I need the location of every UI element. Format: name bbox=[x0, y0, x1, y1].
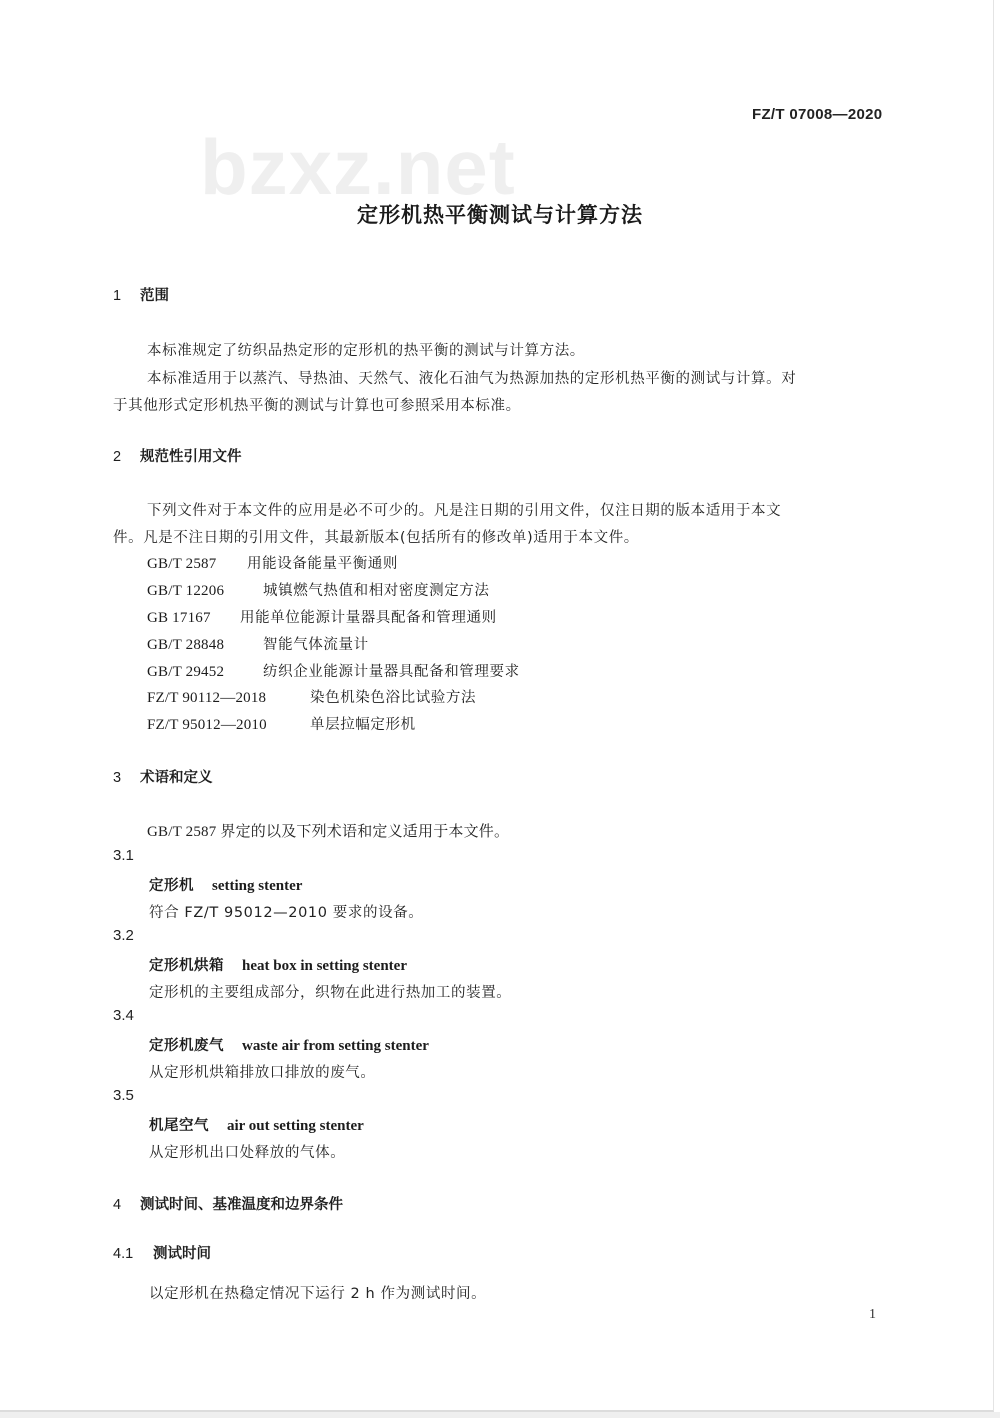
reference-code: FZ/T 90112—2018 bbox=[147, 690, 267, 706]
reference-item bbox=[147, 606, 497, 627]
paragraph-continuation: 件。凡是不注日期的引用文件，其最新版本(包括所有的修改单)适用于本文件。 bbox=[113, 530, 639, 546]
paragraph: GB/T 2587 界定的以及下列术语和定义适用于本文件。 bbox=[147, 824, 510, 840]
reference-title: 单层拉幅定形机 bbox=[310, 717, 416, 733]
term-zh: 定形机 bbox=[149, 878, 194, 894]
reference-item bbox=[147, 660, 520, 681]
reference-code: GB/T 29452 bbox=[147, 664, 225, 680]
term-definition: 从定形机出口处释放的气体。 bbox=[149, 1145, 346, 1161]
reference-title: 智能气体流量计 bbox=[263, 637, 369, 653]
paragraph: 本标准适用于以蒸汽、导热油、天然气、液化石油气为热源加热的定形机热平衡的测试与计算。对 bbox=[147, 371, 797, 387]
section-title: 术语和定义 bbox=[140, 770, 213, 786]
term-number: 3.5 bbox=[113, 1087, 134, 1104]
term-heading bbox=[149, 874, 302, 895]
term-definition: 定形机的主要组成部分，织物在此进行热加工的装置。 bbox=[149, 985, 512, 1001]
section-number: 1 bbox=[113, 288, 122, 304]
subsection-number: 4.1 bbox=[113, 1246, 134, 1262]
reference-title: 用能单位能源计量器具配备和管理通则 bbox=[240, 610, 497, 626]
paragraph: 本标准规定了纺织品热定形的定形机的热平衡的测试与计算方法。 bbox=[147, 343, 585, 359]
section-2-heading bbox=[113, 445, 242, 466]
section-4-heading bbox=[113, 1193, 343, 1214]
paragraph-continuation: 于其他形式定形机热平衡的测试与计算也可参照采用本标准。 bbox=[113, 398, 521, 414]
section-3-heading bbox=[113, 766, 213, 787]
reference-title: 用能设备能量平衡通则 bbox=[247, 556, 398, 572]
reference-item bbox=[147, 579, 490, 600]
standard-code: FZ/T 07008—2020 bbox=[752, 106, 883, 123]
term-heading bbox=[149, 954, 407, 975]
reference-item bbox=[147, 552, 398, 573]
term-en: setting stenter bbox=[212, 878, 303, 894]
reference-code: FZ/T 95012—2010 bbox=[147, 717, 267, 733]
section-number: 3 bbox=[113, 770, 122, 786]
reference-item bbox=[147, 633, 369, 654]
reference-title: 纺织企业能源计量器具配备和管理要求 bbox=[263, 664, 520, 680]
term-definition: 从定形机烘箱排放口排放的废气。 bbox=[149, 1065, 376, 1081]
watermark: bzxz.net bbox=[200, 123, 516, 211]
term-en: air out setting stenter bbox=[227, 1118, 364, 1134]
section-number: 4 bbox=[113, 1197, 122, 1213]
term-zh: 定形机烘箱 bbox=[149, 958, 224, 974]
term-number: 3.4 bbox=[113, 1007, 134, 1024]
paragraph: 以定形机在热稳定情况下运行 2 h 作为测试时间。 bbox=[149, 1286, 487, 1302]
section-1-heading bbox=[113, 284, 169, 305]
reference-title: 染色机染色浴比试验方法 bbox=[310, 690, 477, 706]
term-heading bbox=[149, 1114, 364, 1135]
section-title: 规范性引用文件 bbox=[140, 449, 242, 465]
page-bottom-edge bbox=[0, 1412, 1000, 1418]
section-title: 测试时间、基准温度和边界条件 bbox=[140, 1197, 343, 1213]
document-title: 定形机热平衡测试与计算方法 bbox=[357, 203, 643, 227]
page-number: 1 bbox=[869, 1307, 876, 1322]
paragraph: 下列文件对于本文件的应用是必不可少的。凡是注日期的引用文件，仅注日期的版本适用于本文 bbox=[147, 503, 782, 519]
reference-item bbox=[147, 686, 476, 707]
term-en: waste air from setting stenter bbox=[242, 1038, 429, 1054]
term-number: 3.2 bbox=[113, 927, 134, 944]
reference-code: GB/T 28848 bbox=[147, 637, 225, 653]
term-definition: 符合 FZ/T 95012—2010 要求的设备。 bbox=[149, 905, 424, 921]
reference-code: GB/T 12206 bbox=[147, 583, 225, 599]
subsection-4-1-heading bbox=[113, 1242, 211, 1263]
subsection-title: 测试时间 bbox=[153, 1246, 211, 1262]
term-zh: 定形机废气 bbox=[149, 1038, 224, 1054]
reference-code: GB/T 2587 bbox=[147, 556, 217, 572]
term-zh: 机尾空气 bbox=[149, 1118, 209, 1134]
reference-title: 城镇燃气热值和相对密度测定方法 bbox=[263, 583, 490, 599]
term-number: 3.1 bbox=[113, 847, 134, 864]
section-title: 范围 bbox=[140, 288, 169, 304]
reference-code: GB 17167 bbox=[147, 610, 211, 626]
reference-item bbox=[147, 713, 416, 734]
term-heading bbox=[149, 1034, 429, 1055]
term-en: heat box in setting stenter bbox=[242, 958, 407, 974]
section-number: 2 bbox=[113, 449, 122, 465]
